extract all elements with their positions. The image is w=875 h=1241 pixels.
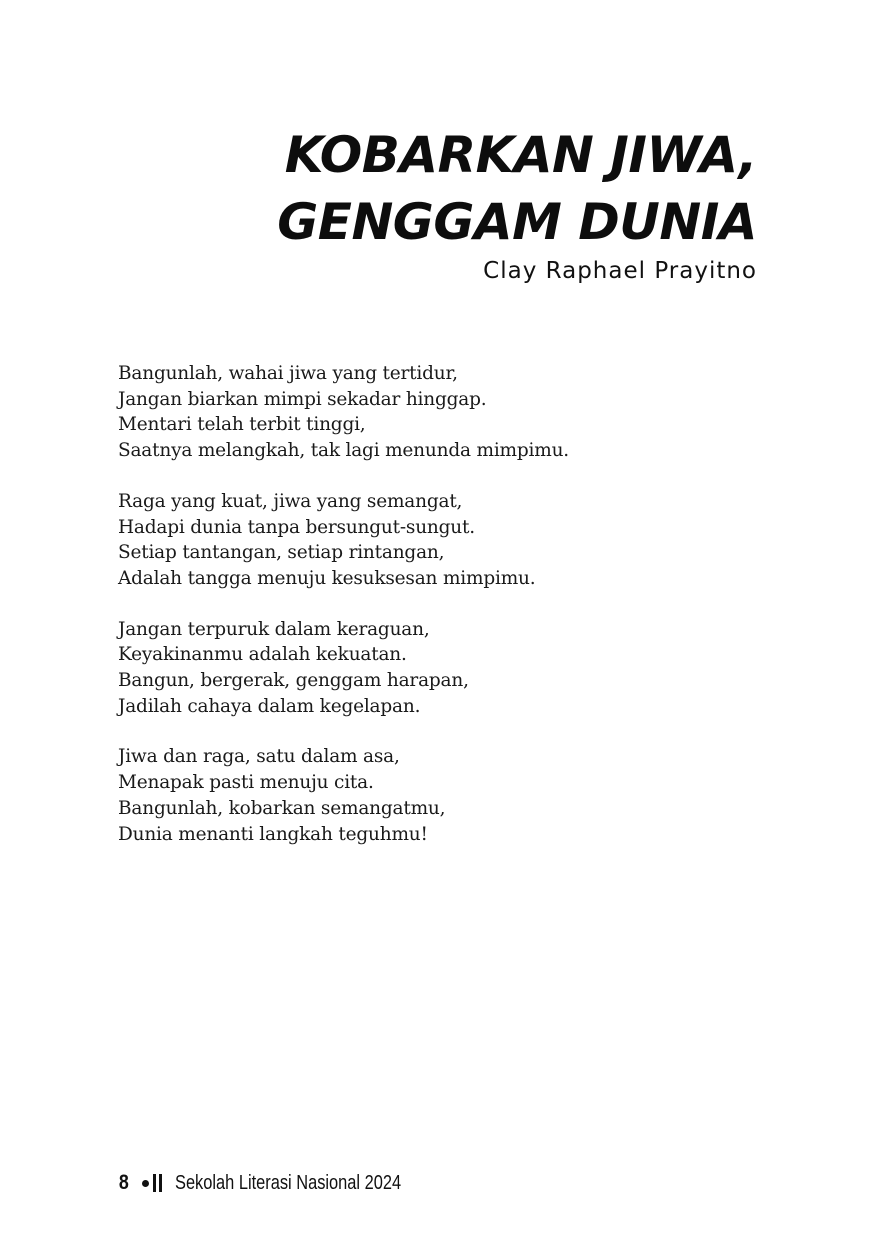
poem-header — [277, 122, 757, 286]
poem-line: Hadapi dunia tanpa bersungut-sungut. — [118, 516, 475, 538]
poem-body — [118, 361, 758, 872]
poem-line: Jangan biarkan mimpi sekadar hinggap. — [118, 388, 487, 410]
poem-line: Menapak pasti menuju cita. — [118, 772, 374, 794]
poem-line: Bangunlah, kobarkan semangatmu, — [118, 797, 446, 819]
poem-line: Setiap tantangan, setiap rintangan, — [118, 542, 445, 564]
stanza-2 — [118, 489, 758, 592]
stanza-1 — [118, 361, 758, 464]
publication-name: Sekolah Literasi Nasional 2024 — [174, 1172, 401, 1194]
ornament-dot — [142, 1180, 149, 1187]
dot-bars-icon — [142, 1174, 165, 1192]
poem-line: Keyakinanmu adalah kekuatan. — [118, 644, 407, 666]
page-number: 8 — [118, 1171, 129, 1194]
poem-line: Jangan terpuruk dalam keraguan, — [118, 618, 430, 640]
poem-line: Mentari telah terbit tinggi, — [118, 414, 366, 436]
stanza-3 — [118, 617, 758, 720]
poem-title-line-2: GENGGAM DUNIA — [277, 193, 757, 251]
poem-line: Jadilah cahaya dalam kegelapan. — [118, 695, 421, 717]
page-footer — [118, 1170, 450, 1196]
poem-line: Saatnya melangkah, tak lagi menunda mimpimu. — [118, 440, 569, 462]
poem-line: Adalah tangga menuju kesuksesan mimpimu. — [118, 567, 536, 589]
stanza-4 — [118, 744, 758, 847]
poem-line: Raga yang kuat, jiwa yang semangat, — [118, 490, 463, 512]
ornament-bar — [159, 1174, 162, 1192]
poem-line: Jiwa dan raga, satu dalam asa, — [118, 746, 400, 768]
poem-title-line-1: KOBARKAN JIWA, — [284, 126, 757, 184]
ornament-bar — [153, 1174, 156, 1192]
poem-line: Bangunlah, wahai jiwa yang tertidur, — [118, 363, 458, 384]
poem-author: Clay Raphael Prayitno — [483, 258, 757, 284]
poem-line: Dunia menanti langkah teguhmu! — [118, 823, 428, 845]
poem-line: Bangun, bergerak, genggam harapan, — [118, 670, 469, 692]
